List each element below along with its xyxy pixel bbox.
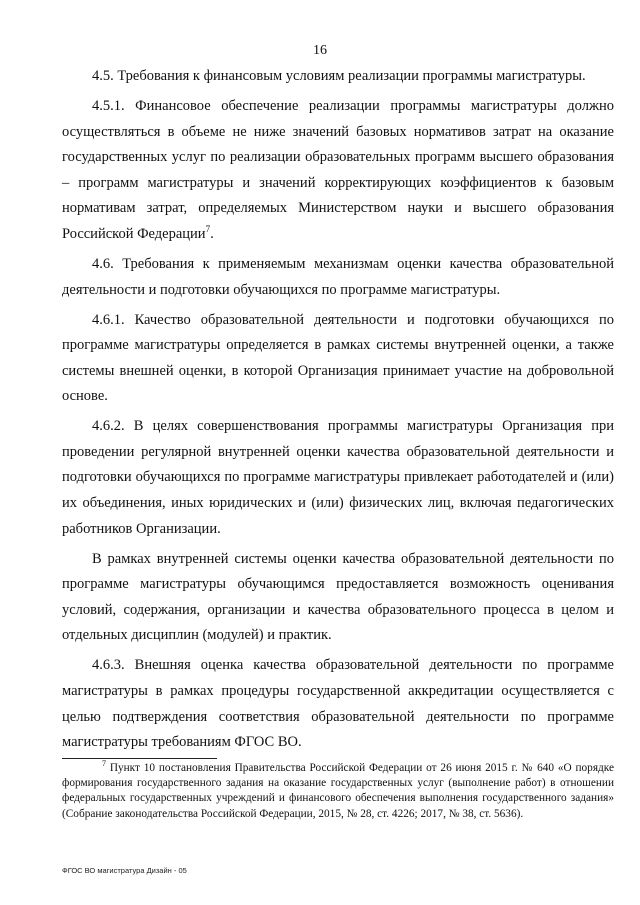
page-number: 16 <box>313 43 327 58</box>
paragraph-internal-assessment: В рамках внутренней системы оценки качества образовательной деятельности по программе магистратуры обучающимся предоставляется возможность оценивания условий, содержания, организации и качества образовательного процесса в целом и отдельных дисциплин (модулей) и практик. <box>62 550 614 644</box>
paragraph-4-6-2: 4.6.2. В целях совершенствования программы магистратуры Организация при проведении регулярной внутренней оценки качества образовательной деятельности и подготовки обучающихся по программе магистратуры привлекает работодателей и (или) их объединения, иных юридических и (или) физических лиц, включая педагогических работников Организации. <box>62 418 614 537</box>
paragraph-4-6: 4.6. Требования к применяемым механизмам оценки качества образовательной деятельности и подготовки обучающихся по программе магистратуры. <box>62 255 614 298</box>
footnote-text: Пункт 10 постановления Правительства Российской Федерации от 26 июня 2015 г. № 640 «О порядке формирования государственного задания на оказание государственных услуг (выполнение работ) в отношении федеральных государственных учреждений и финансового обеспечения выполнения государственного задания» (Собрание законодательства Российской Федерации, 2015, № 28, ст. 4226; 2017, № 38, ст. 5636). <box>62 762 614 820</box>
page-footer: ФГОС ВО магистратура Дизайн - 05 <box>62 866 187 875</box>
paragraph-4-5-1-text: 4.5.1. Финансовое обеспечение реализации программы магистратуры должно осуществляться в объеме не ниже значений базовых нормативов затрат на оказание государственных услуг по реализации образовательных программ высшего образования – программ магистратуры и значений корректирующих коэффициентов к базовым нормативам затрат, определяемых Министерством науки и высшего образования Российской Федерации <box>62 97 614 242</box>
paragraph-4-5: 4.5. Требования к финансовым условиям реализации программы магистратуры. <box>92 68 586 84</box>
paragraph-4-6-3: 4.6.3. Внешняя оценка качества образовательной деятельности по программе магистратуры в рамках процедуры государственной аккредитации осуществляется с целью подтверждения соответствия образовательной деятельности по программе магистратуры требованиям ФГОС ВО. <box>62 657 614 751</box>
paragraph-4-6-1: 4.6.1. Качество образовательной деятельности и подготовки обучающихся по программе магистратуры определяется в рамках системы внутренней оценки, а также системы внешней оценки, в которой Организация принимает участие на добровольной основе. <box>62 311 614 405</box>
footnote-7 <box>62 761 614 822</box>
paragraph-4-5-1 <box>62 94 614 248</box>
footnote-divider <box>62 758 217 759</box>
paragraph-4-5-1-end: . <box>210 225 214 242</box>
footnote-marker: 7 <box>102 759 106 769</box>
body-text <box>62 64 614 760</box>
footnote-ref-7[interactable]: 7 <box>205 224 211 235</box>
